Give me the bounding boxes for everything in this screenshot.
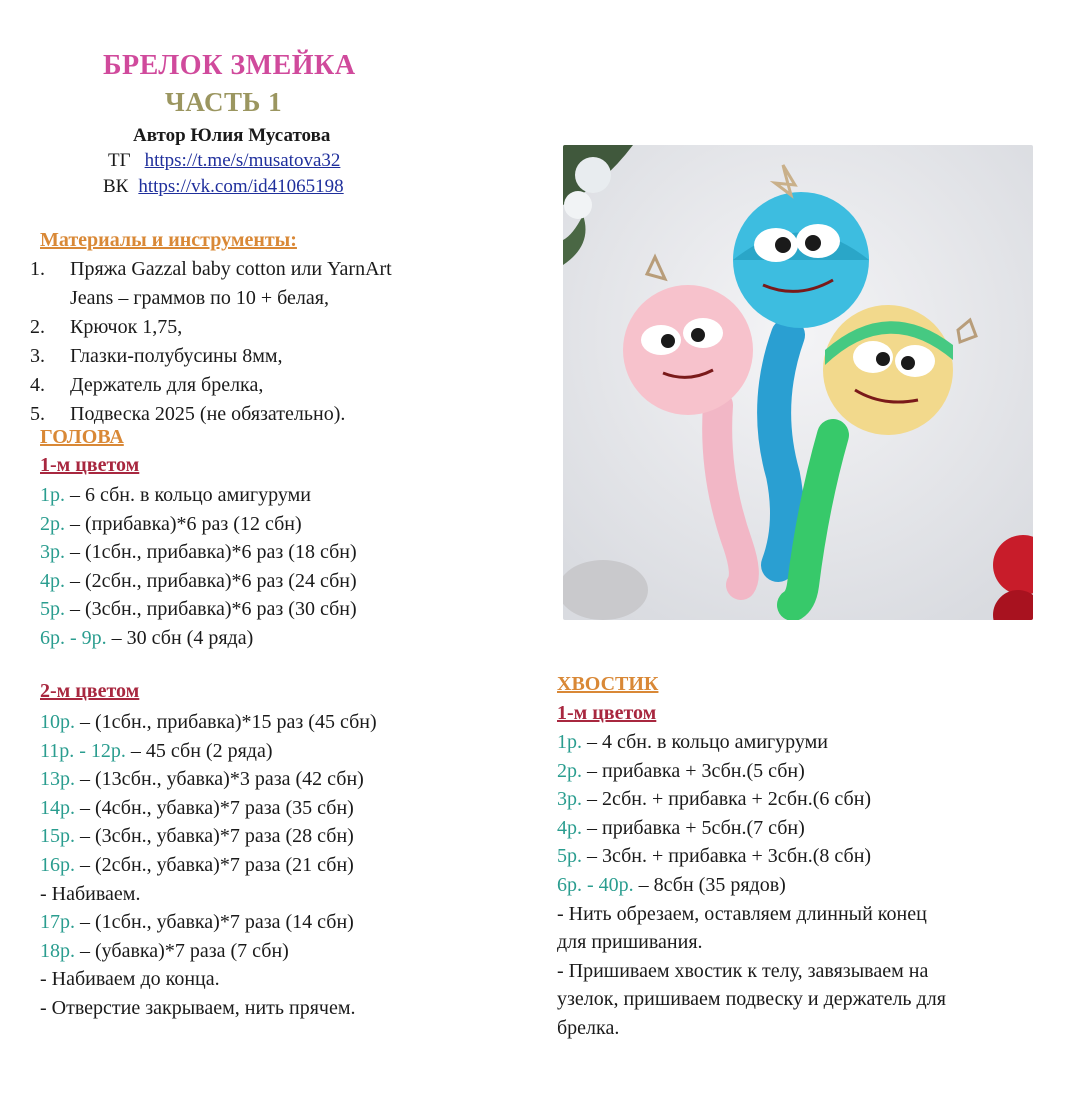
list-item: 13р. – (13сбн., убавка)*3 раза (42 сбн) <box>40 768 364 791</box>
list-item: 10р. – (1сбн., прибавка)*15 раз (45 сбн) <box>40 711 377 733</box>
tg-row <box>108 150 340 172</box>
tg-label: ТГ <box>108 150 131 171</box>
list-item: 15р. – (3сбн., убавка)*7 раза (28 сбн) <box>40 825 354 848</box>
list-item: - Набиваем. <box>40 882 141 905</box>
materials-heading: Материалы и инструменты: <box>40 229 297 251</box>
page-title: БРЕЛОК ЗМЕЙКА <box>103 50 356 81</box>
vk-link[interactable]: https://vk.com/id41065198 <box>138 176 344 197</box>
list-item: 5р. – (3сбн., прибавка)*6 раз (30 сбн) <box>40 598 357 621</box>
head-color2-rows <box>40 708 377 1023</box>
list-item: 14р. – (4сбн., убавка)*7 раза (35 сбн) <box>40 796 354 819</box>
list-item: 16р. – (2сбн., убавка)*7 раза (21 сбн) <box>40 853 354 876</box>
list-item: 5р. – 3сбн. + прибавка + 3сбн.(8 сбн) <box>557 845 872 868</box>
author-line: Автор Юлия Мусатова <box>133 125 331 146</box>
list-item: для пришивания. <box>557 931 703 954</box>
vk-row <box>103 176 344 198</box>
list-item: 4. Держатель для брелка, <box>30 374 264 396</box>
list-item: 4р. – прибавка + 5сбн.(7 сбн) <box>557 816 805 839</box>
tg-link[interactable]: https://t.me/s/musatova32 <box>144 150 341 171</box>
list-item: Jeans – граммов по 10 + белая, <box>70 287 329 309</box>
list-item: 3р. – (1сбн., прибавка)*6 раз (18 сбн) <box>40 541 357 564</box>
list-item: 6р. - 9р. – 30 сбн (4 ряда) <box>40 626 254 649</box>
list-item: 2. Крючок 1,75, <box>30 316 183 338</box>
head-color1-heading: 1-м цветом <box>40 454 140 476</box>
head-section-heading: ГОЛОВА <box>40 426 124 448</box>
list-item: 11р. - 12р. – 45 сбн (2 ряда) <box>40 739 273 762</box>
amigurumi-snakes-illustration <box>563 145 1033 620</box>
head-color2-heading: 2-м цветом <box>40 680 140 702</box>
tail-section-heading: ХВОСТИК <box>557 673 659 695</box>
list-item: - Набиваем до конца. <box>40 968 220 991</box>
list-item: - Нить обрезаем, оставляем длинный конец <box>557 902 927 925</box>
list-item: 1р. – 4 сбн. в кольцо амигуруми <box>557 731 828 753</box>
list-item: - Отверстие закрываем, нить прячем. <box>40 996 356 1019</box>
list-item: 1р. – 6 сбн. в кольцо амигуруми <box>40 484 311 506</box>
list-item: 2р. – (прибавка)*6 раз (12 сбн) <box>40 512 302 535</box>
list-item: 18р. – (убавка)*7 раза (7 сбн) <box>40 939 289 962</box>
list-item: узелок, пришиваем подвеску и держатель для <box>557 988 946 1011</box>
list-item: 6р. - 40р. – 8сбн (35 рядов) <box>557 873 786 896</box>
tail-color1-heading: 1-м цветом <box>557 702 657 724</box>
materials-list <box>30 255 500 429</box>
list-item: 3. Глазки-полубусины 8мм, <box>30 345 283 367</box>
list-item: 4р. – (2сбн., прибавка)*6 раз (24 сбн) <box>40 569 357 592</box>
tail-rows <box>557 728 1057 1043</box>
head-color1-rows <box>40 481 357 653</box>
list-item: - Пришиваем хвостик к телу, завязываем на <box>557 959 929 982</box>
red-ornament <box>993 535 1033 620</box>
list-item: 3р. – 2сбн. + прибавка + 2сбн.(6 сбн) <box>557 788 872 811</box>
product-photo <box>563 145 1033 620</box>
list-item: 2р. – прибавка + 3сбн.(5 сбн) <box>557 759 805 782</box>
list-item: 1. Пряжа Gazzal baby cotton или YarnArt <box>30 258 392 280</box>
page-subtitle: ЧАСТЬ 1 <box>165 87 283 117</box>
vk-label: ВК <box>103 176 129 197</box>
list-item: 5. Подвеска 2025 (не обязательно). <box>30 403 346 425</box>
list-item: 17р. – (1сбн., убавка)*7 раза (14 сбн) <box>40 911 354 934</box>
list-item: брелка. <box>557 1016 620 1039</box>
